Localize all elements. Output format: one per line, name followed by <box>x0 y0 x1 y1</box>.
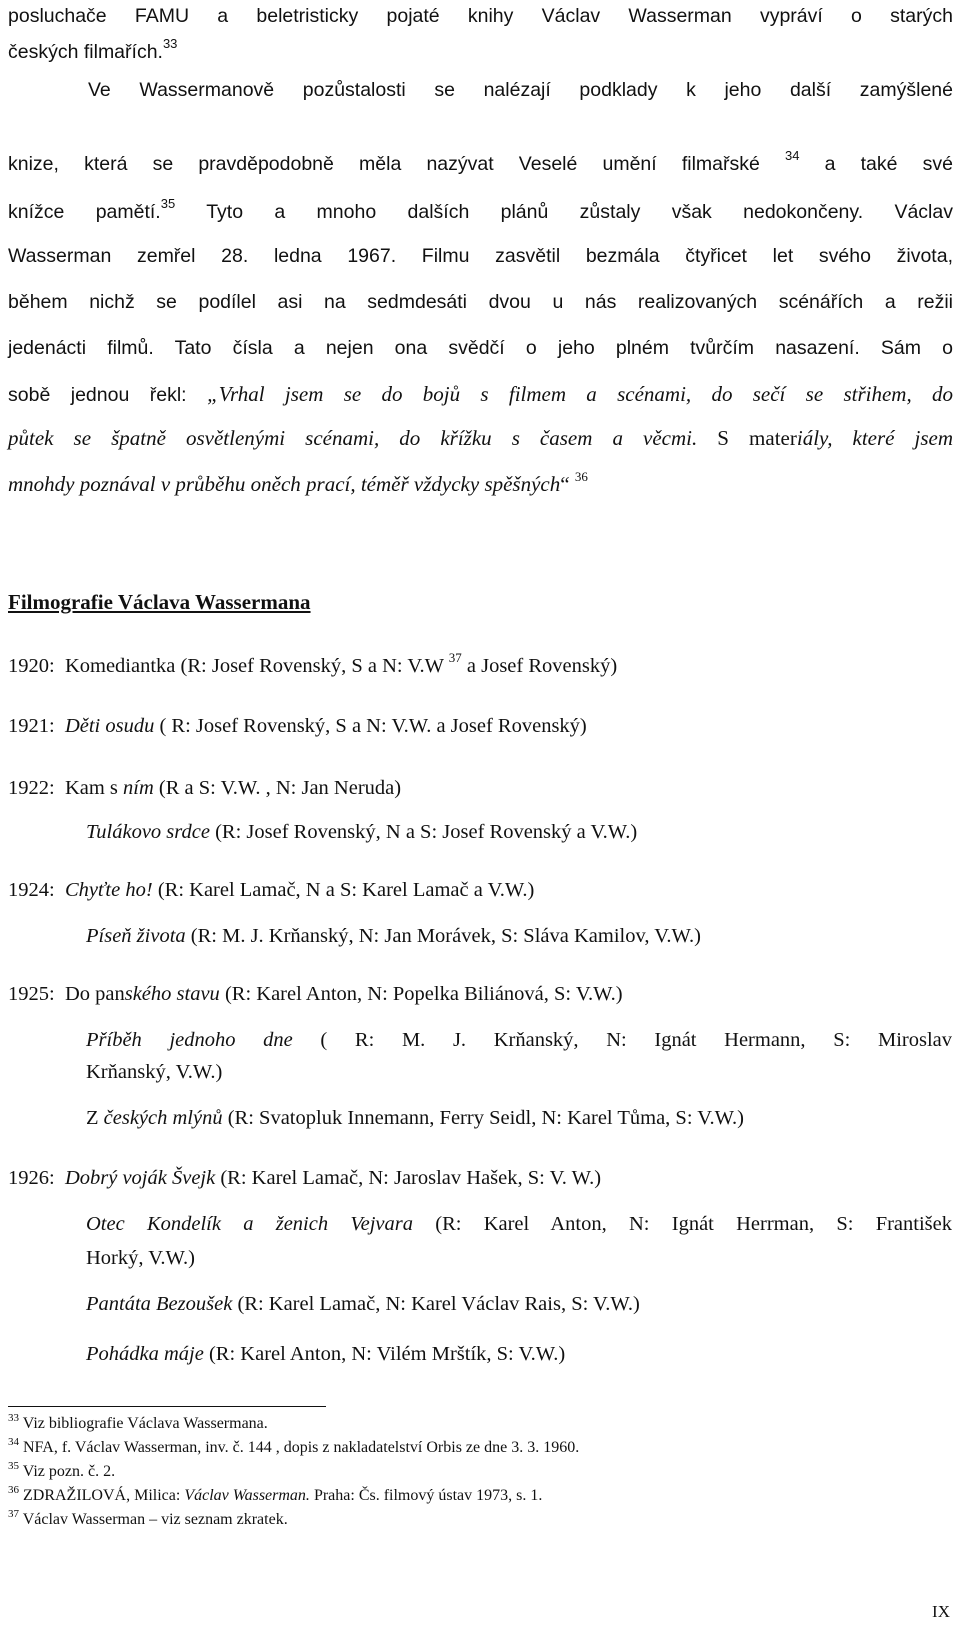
film-title: Tulákovo srdce <box>86 821 210 843</box>
footnote: $^{33}$ Viz bibliografie Václava Wassermana. <box>8 1412 268 1432</box>
film-title: Dobrý voják Švejk <box>64 1167 216 1189</box>
film-title: Chyťte ho! <box>64 879 153 901</box>
film-entry: Otec Kondelík a ženich Vejvara (R: Karel Anton, N: Ignát Herrman, S: František <box>86 1213 952 1235</box>
film-entry: 1924: Chyťte ho! (R: Karel Lamač, N a S: Karel Lamač a V.W.) <box>8 879 535 901</box>
text-line: sobě jednou řekl: „Vrhal jsem se do bojů s filmem a scénami, do sečí se střihem, do <box>8 382 953 406</box>
film-title: Otec Kondelík a ženich Vejvara <box>86 1213 413 1235</box>
film-entry: 1922: Kam s ním (R a S: V.W. , N: Jan Neruda) <box>8 777 402 799</box>
text-line: během nichž se podílel asi na sedmdesáti dvou u nás realizovaných scénářích a režii <box>8 291 953 313</box>
film-entry: 1925: Do panského stavu (R: Karel Anton, N: Popelka Biliánová, S: V.W.) <box>8 983 623 1005</box>
film-title: Pantáta Bezoušek <box>86 1293 233 1315</box>
text-line: knize, která se pravděpodobně měla nazývat Veselé umění filmařské $^{34}$ a také své <box>8 148 953 175</box>
film-entry: 1920: Komediantka (R: Josef Rovenský, S a N: V.W $^{37}$ a Josef Rovenský) <box>8 650 618 677</box>
film-entry: Z českých mlýnů (R: Svatopluk Innemann, Ferry Seidl, N: Karel Tůma, S: V.W.) <box>86 1107 744 1129</box>
text-line: půtek se špatně osvětlenými scénami, do křížku s časem a věcmi. S materiály, které jsem <box>8 426 954 450</box>
text-line: Wasserman zemřel 28. ledna 1967. Filmu zasvětil bezmála čtyřicet let svého života, <box>8 245 953 267</box>
text-line: jedenácti filmů. Tato čísla a nejen ona svědčí o jeho plném tvůrčím nasazení. Sám o <box>8 337 953 359</box>
text-line: knížce pamětí.$^{35}$ Tyto a mnoho dalších plánů zůstaly však nedokončeny. Václav <box>8 196 953 223</box>
quote-text: „Vrhal jsem se do bojů s filmem a scénami, do sečí se střihem, do <box>207 382 953 406</box>
film-title: Děti osudu <box>64 715 155 737</box>
film-title: českých mlýnů <box>103 1107 223 1129</box>
footnote: $^{34}$ NFA, f. Václav Wasserman, inv. č. 144 , dopis z nakladatelství Orbis ze dne 3. 3. 1960. <box>8 1436 580 1456</box>
footnote: $^{36}$ ZDRAŽILOVÁ, Milica: Václav Wasserman. Praha: Čs. filmový ústav 1973, s. 1. <box>8 1484 543 1504</box>
footnote-ref: 36 <box>574 469 588 484</box>
footnote-ref: 37 <box>448 650 462 665</box>
film-title: Píseň života <box>86 925 186 947</box>
film-entry: Pantáta Bezoušek (R: Karel Lamač, N: Karel Václav Rais, S: V.W.) <box>86 1293 640 1315</box>
text-line: mnohdy poznával v průběhu oněch prací, téměř vždycky spěšných“ $^{36}$ <box>8 469 588 496</box>
film-title: ním <box>123 777 154 799</box>
film-entry: Příběh jednoho dne ( R: M. J. Krňanský, N: Ignát Hermann, S: Miroslav <box>86 1029 952 1051</box>
footnote: $^{37}$ Václav Wasserman – viz seznam zkratek. <box>8 1508 288 1528</box>
film-entry: Tulákovo srdce (R: Josef Rovenský, N a S: Josef Rovenský a V.W.) <box>86 821 638 843</box>
section-heading: Filmografie Václava Wassermana <box>8 590 311 614</box>
text-line: posluchače FAMU a beletristicky pojaté knihy Václav Wasserman vypráví o starých <box>8 5 953 27</box>
footnote-ref: 34 <box>785 148 800 163</box>
footnote-ref: 33 <box>162 36 178 51</box>
film-entry: Pohádka máje (R: Karel Anton, N: Vilém Mrštík, S: V.W.) <box>86 1343 566 1365</box>
film-title: Příběh jednoho dne <box>86 1029 293 1051</box>
film-entry: 1926: Dobrý voják Švejk (R: Karel Lamač, N: Jaroslav Hašek, S: V. W.) <box>8 1167 602 1189</box>
footnote: $^{35}$ Viz pozn. č. 2. <box>8 1460 116 1480</box>
film-entry: 1921: Děti osudu ( R: Josef Rovenský, S a N: V.W. a Josef Rovenský) <box>8 715 587 737</box>
page-number: IX <box>932 1602 950 1621</box>
film-title: ského stavu <box>124 983 220 1005</box>
footnote-separator <box>8 1406 326 1407</box>
text-line: Ve Wassermanově pozůstalosti se nalézají podklady k jeho další zamýšlené <box>88 79 953 101</box>
footnote-ref: 35 <box>160 196 176 211</box>
film-entry: Píseň života (R: M. J. Krňanský, N: Jan Morávek, S: Sláva Kamilov, V.W.) <box>86 925 701 947</box>
film-entry-continued: Horký, V.W.) <box>86 1247 195 1269</box>
text-line: českých filmařích.$^{33}$ <box>8 36 178 63</box>
film-title: Pohádka máje <box>86 1343 204 1365</box>
film-entry-continued: Krňanský, V.W.) <box>86 1061 223 1083</box>
